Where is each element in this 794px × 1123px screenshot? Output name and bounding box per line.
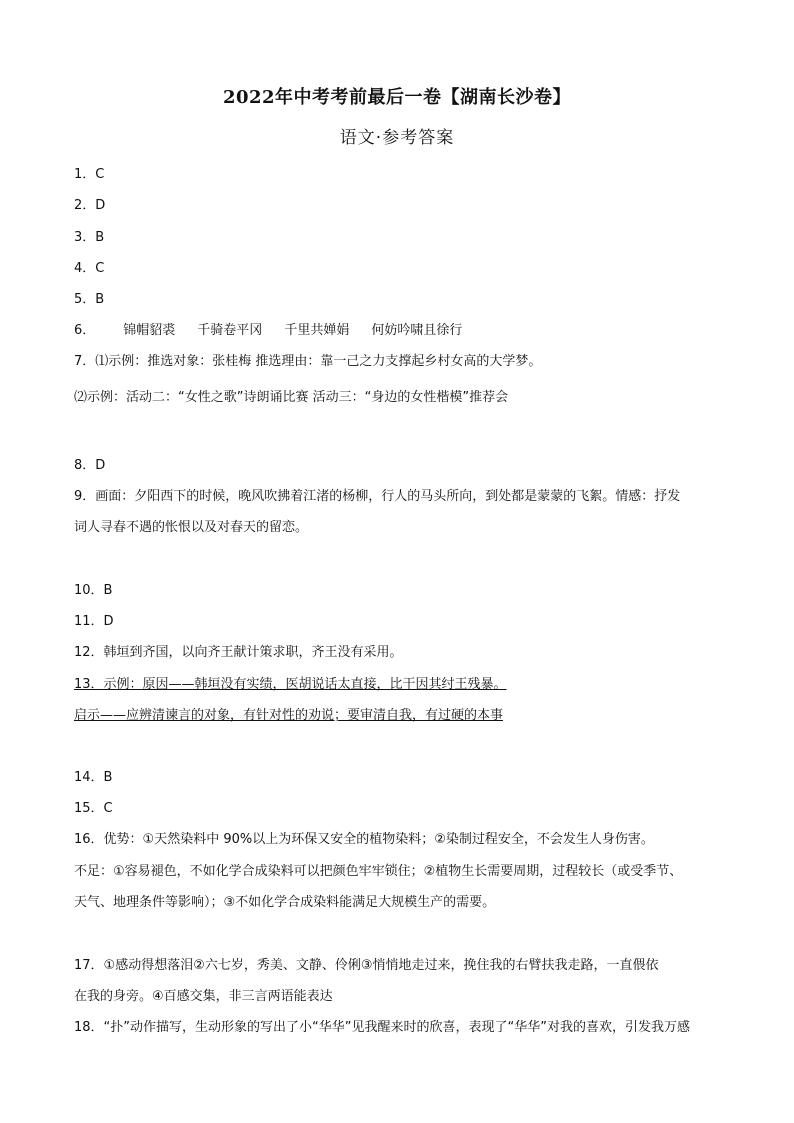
answer-6-item: 千骑卷平冈 [197, 323, 263, 338]
answer-3: 3．B [74, 230, 105, 245]
answer-10: 10．B [74, 583, 113, 598]
answer-16-line-1: 16．优势：①天然染料中 90%以上为环保又安全的植物染料；②染制过程安全，不会发生人身伤害。 [74, 832, 654, 847]
answer-12: 12．韩垣到齐国，以向齐王献计策求职，齐王没有采用。 [74, 645, 403, 660]
page-subtitle: 语文·参考答案 [339, 128, 455, 148]
answer-13-line-1: 13．示例：原因——韩垣没有实绩，医胡说话太直接，比干因其纣王残暴。 [74, 677, 507, 692]
answer-2: 2．D [74, 198, 106, 213]
answer-6-item: 锦帽貂裘 [123, 323, 176, 338]
answer-16-line-2: 不足：①容易褪色，不如化学合成染料可以把颜色牢牢锁住；②植物生长需要周期，过程较长（或受季节、 [74, 864, 683, 879]
answer-5: 5．B [74, 292, 105, 307]
answer-6-item: 何妨吟啸且徐行 [371, 323, 463, 338]
answer-17-line-2: 在我的身旁。④百感交集，非三言两语能表达 [74, 989, 333, 1004]
answer-7-part-1: 7．⑴示例：推选对象：张桂梅 推选理由：靠一己之力支撑起乡村女高的大学梦。 [74, 354, 542, 369]
answer-7-part-2: ⑵示例：活动二：“女性之歌”诗朗诵比赛 活动三：“身边的女性楷模”推荐会 [74, 390, 509, 405]
answer-6 [74, 322, 724, 340]
page-title: 2022年中考考前最后一卷【湖南长沙卷】 [222, 87, 572, 108]
answer-6-item: 千里共婵娟 [284, 323, 350, 338]
answer-17-line-1: 17．①感动得想落泪②六七岁，秀美、文静、伶俐③悄悄地走过来，挽住我的右臂扶我走路，一直偎依 [74, 958, 659, 973]
answer-18-line-1: 18．“扑”动作描写，生动形象的写出了小“华华”见我醒来时的欣喜，表现了“华华”对我的喜欢，引发我万感 [74, 1020, 690, 1035]
answer-4: 4．C [74, 261, 105, 276]
answer-15: 15．C [74, 801, 113, 816]
answer-8: 8．D [74, 458, 106, 473]
answer-1: 1．C [74, 167, 105, 182]
answer-9-line-2: 词人寻春不遇的怅恨以及对春天的留恋。 [74, 520, 309, 535]
answer-16-line-3: 天气、地理条件等影响）；③不如化学合成染料能满足大规模生产的需要。 [74, 895, 496, 910]
answer-9-line-1: 9．画面：夕阳西下的时候，晚风吹拂着江渚的杨柳，行人的马头所向，到处都是蒙蒙的飞絮。情感：抒发 [74, 489, 681, 504]
answer-11: 11．D [74, 614, 114, 629]
answer-14: 14．B [74, 770, 113, 785]
answer-6-number: 6． [74, 323, 96, 338]
answer-13-line-2: 启示——应辨清谏言的对象，有针对性的劝说；要审清自我，有过硬的本事 [74, 708, 504, 723]
